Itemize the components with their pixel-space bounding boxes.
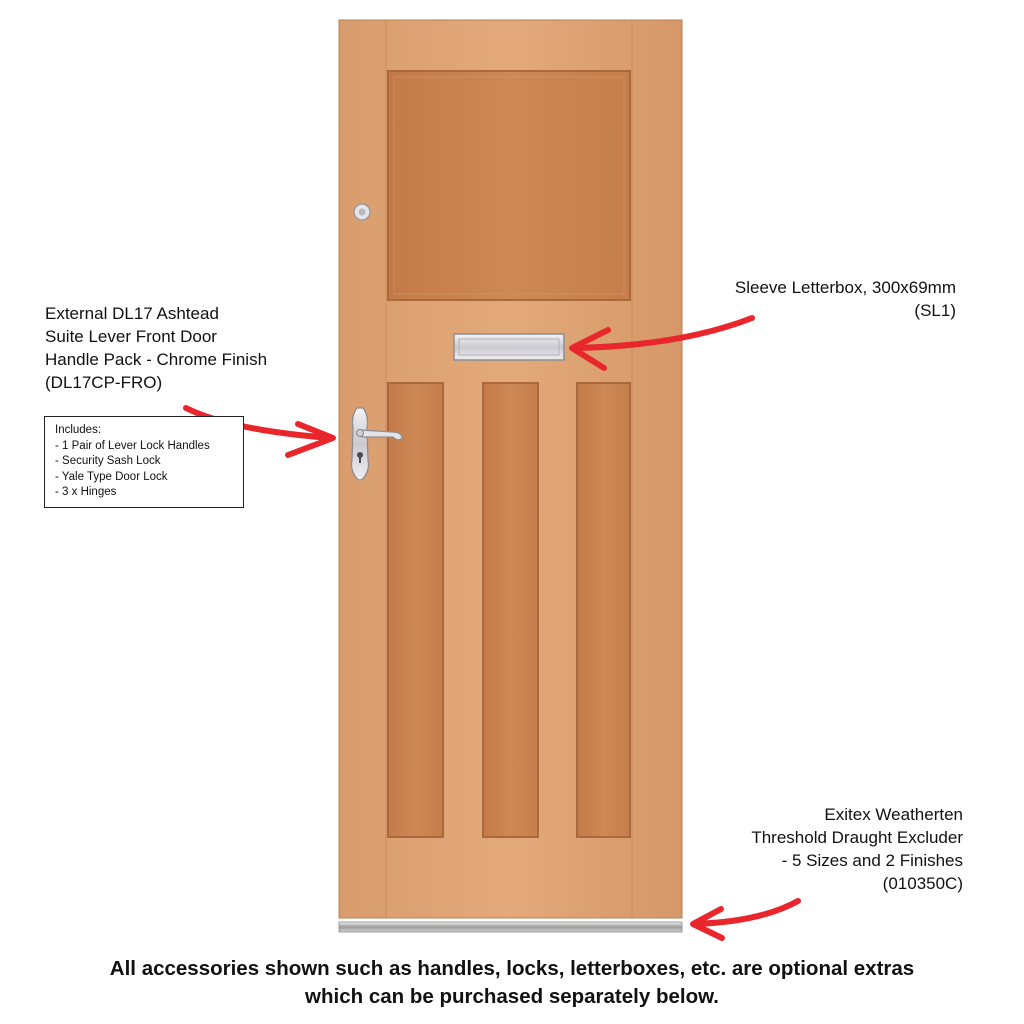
yale-lock-icon (354, 204, 370, 220)
disclaimer-line-1: All accessories shown such as handles, locks, letterboxes, etc. are optional extras (109, 957, 915, 980)
door-panel-1 (388, 383, 443, 837)
threshold-label: Exitex Weatherten Threshold Draught Excluder - 5 Sizes and 2 Finishes (010350C) (751, 805, 963, 893)
list-item: - Yale Type Door Lock (55, 470, 235, 486)
letterbox-label: Sleeve Letterbox, 300x69mm (SL1) (734, 278, 956, 320)
accessories-disclaimer (0, 955, 1024, 1011)
door-panel-3 (577, 383, 630, 837)
list-item: - Security Sash Lock (55, 454, 235, 470)
threshold-bar-icon (339, 922, 682, 932)
handle-pack-label: External DL17 Ashtead Suite Lever Front Door Handle Pack - Chrome Finish (DL17CP-FRO) (45, 304, 268, 392)
list-item: - 3 x Hinges (55, 485, 235, 501)
door-panel-2 (483, 383, 538, 837)
list-item: - 1 Pair of Lever Lock Handles (55, 439, 235, 455)
door-top-panel (388, 71, 630, 300)
includes-box (44, 416, 244, 508)
includes-title: Includes: (55, 424, 102, 436)
includes-list (55, 439, 235, 501)
disclaimer-line-2: which can be purchased separately below. (305, 985, 719, 1008)
letterbox-icon (454, 334, 564, 360)
